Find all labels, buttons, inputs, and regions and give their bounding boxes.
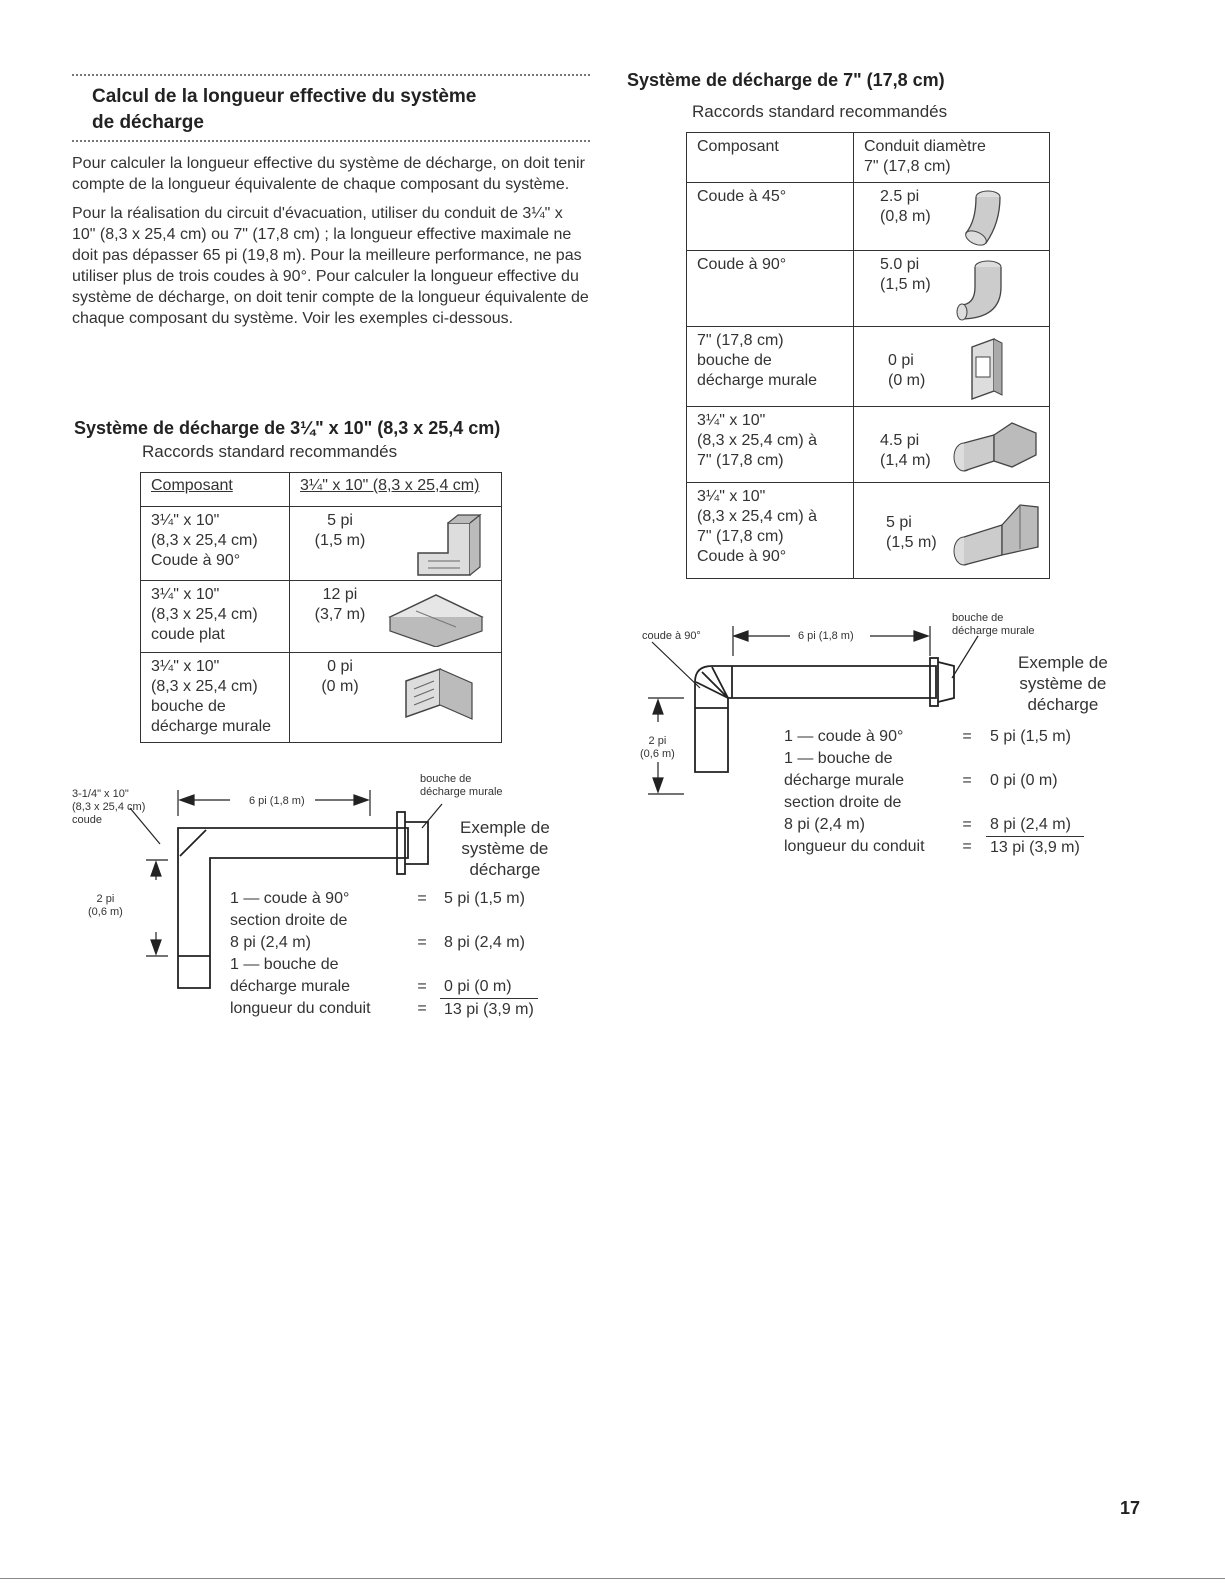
- left-calc-eq-4: =: [417, 1000, 427, 1017]
- table-row: [226, 888, 538, 910]
- right-calc-item-4: longueur du conduit: [784, 838, 925, 855]
- left-component-table: [140, 472, 502, 743]
- table-row: [687, 407, 1050, 483]
- left-cap-label: bouche de décharge murale: [420, 773, 503, 798]
- left-calc-eq-2: =: [417, 934, 427, 951]
- top-divider: [72, 74, 590, 76]
- right-length-label: 6 pi (1,8 m): [795, 630, 857, 643]
- right-calc-item-2: 1 — bouche de décharge murale: [784, 750, 905, 789]
- transition-elbow-icon: [950, 495, 1046, 571]
- left-row3-value: 0 pi (0 m): [321, 658, 359, 695]
- right-calc-item-3: section droite de 8 pi (2,4 m): [784, 794, 902, 833]
- bottom-edge-line: [0, 1578, 1225, 1579]
- left-row3-cell: [290, 653, 502, 743]
- left-elbow-label: 3-1/4" x 10" (8,3 x 25,4 cm) coude: [72, 788, 146, 826]
- left-calc-eq-1: =: [417, 890, 427, 907]
- left-row1-cell: [290, 507, 502, 581]
- right-calc-value-4: 13 pi (3,9 m): [990, 838, 1080, 856]
- table-row: [687, 327, 1050, 407]
- left-row1-component: 3¼" x 10" (8,3 x 25,4 cm) Coude à 90°: [141, 507, 290, 581]
- table-row: [780, 792, 1084, 836]
- right-system-subheading: Raccords standard recommandés: [692, 102, 948, 121]
- right-row2-component: Coude à 90°: [687, 251, 854, 327]
- round-elbow-90-icon: [954, 257, 1014, 323]
- left-system-subheading: Raccords standard recommandés: [142, 442, 398, 461]
- right-calc-item-1: 1 — coude à 90°: [784, 728, 904, 745]
- section-heading-line2: de décharge: [92, 112, 204, 133]
- left-length-label: 6 pi (1,8 m): [246, 795, 308, 808]
- right-component-table: [686, 132, 1050, 579]
- left-row3-component: 3¼" x 10" (8,3 x 25,4 cm) bouche de décharge murale: [141, 653, 290, 743]
- right-row5-value: 5 pi (1,5 m): [886, 514, 937, 551]
- right-example-title: Exemple de système de décharge: [1018, 653, 1108, 714]
- left-calc-item-2: section droite de 8 pi (2,4 m): [230, 912, 348, 951]
- round-elbow-45-icon: [958, 187, 1014, 249]
- left-calc-item-4: longueur du conduit: [230, 1000, 371, 1017]
- table-row: [226, 954, 538, 998]
- intro-paragraph-1: Pour calculer la longueur effective du système de décharge, on doit tenir compte de la longueur équivalente de chaque composant du système.: [72, 155, 585, 193]
- left-system-heading: Système de décharge de 3¼" x 10" (8,3 x 25,4 cm): [74, 418, 501, 438]
- right-row1-cell: [854, 183, 1050, 251]
- left-height-label: 2 pi (0,6 m): [88, 893, 123, 918]
- rect-elbow-90-icon: [408, 513, 488, 579]
- right-calc-value-1: 5 pi (1,5 m): [990, 728, 1071, 745]
- table-row: [226, 910, 538, 954]
- right-calc-value-2: 0 pi (0 m): [990, 772, 1058, 789]
- right-system-heading: Système de décharge de 7" (17,8 cm): [627, 70, 945, 90]
- transition-icon: [950, 415, 1042, 477]
- table-row: [687, 483, 1050, 579]
- table-row: [141, 653, 502, 743]
- right-row3-value: 0 pi (0 m): [888, 352, 926, 389]
- intro-text: [72, 153, 590, 337]
- left-table-header-component: Composant: [141, 473, 290, 507]
- left-calc-value-3: 0 pi (0 m): [440, 954, 538, 998]
- left-table-header-size: 3¼" x 10" (8,3 x 25,4 cm): [290, 473, 502, 507]
- right-cap-label: bouche de décharge murale: [952, 612, 1035, 637]
- table-row: [687, 183, 1050, 251]
- page-number: 17: [1120, 1498, 1141, 1518]
- round-wall-cap-icon: [964, 333, 1010, 401]
- right-table-header-component: Composant: [687, 133, 854, 183]
- table-row: [141, 507, 502, 581]
- left-calc-value-4: 13 pi (3,9 m): [444, 1000, 534, 1018]
- section-heading: [92, 84, 476, 136]
- left-calc-item-1: 1 — coude à 90°: [230, 890, 350, 907]
- left-row2-component: 3¼" x 10" (8,3 x 25,4 cm) coude plat: [141, 581, 290, 653]
- right-row4-cell: [854, 407, 1050, 483]
- table-row: [141, 581, 502, 653]
- right-calc-eq-3: =: [962, 816, 972, 833]
- right-calc-eq-4: =: [962, 838, 972, 855]
- wall-cap-icon: [400, 661, 486, 727]
- right-calc-table: [780, 726, 1084, 859]
- right-row5-component: 3¼" x 10" (8,3 x 25,4 cm) à 7" (17,8 cm) Coude à 90°: [687, 483, 854, 579]
- left-row1-value: 5 pi (1,5 m): [314, 512, 366, 549]
- right-calc-eq-1: =: [962, 728, 972, 745]
- right-calc-value-3: 8 pi (2,4 m): [986, 792, 1084, 836]
- right-row3-component: 7" (17,8 cm) bouche de décharge murale: [687, 327, 854, 407]
- right-row2-cell: [854, 251, 1050, 327]
- left-calc-table: [226, 888, 538, 1021]
- left-example-title: Exemple de système de décharge: [460, 818, 550, 879]
- left-row2-value: 12 pi (3,7 m): [314, 586, 366, 623]
- table-row: [687, 251, 1050, 327]
- right-height-label: 2 pi (0,6 m): [640, 735, 675, 760]
- flat-elbow-icon: [386, 587, 492, 647]
- right-row1-value: 2.5 pi (0,8 m): [880, 188, 931, 225]
- left-calc-value-1: 5 pi (1,5 m): [444, 890, 525, 907]
- right-row1-component: Coude à 45°: [687, 183, 854, 251]
- right-row5-cell: [854, 483, 1050, 579]
- right-elbow-label: coude à 90°: [642, 630, 701, 642]
- right-row4-component: 3¼" x 10" (8,3 x 25,4 cm) à 7" (17,8 cm): [687, 407, 854, 483]
- right-row3-cell: [854, 327, 1050, 407]
- right-row4-value: 4.5 pi (1,4 m): [880, 432, 931, 469]
- left-calc-item-3: 1 — bouche de décharge murale: [230, 956, 351, 995]
- intro-paragraph-2: Pour la réalisation du circuit d'évacuation, utiliser du conduit de 3¼" x 10" (8,3 x 25,4 cm) ou 7" (17,8 cm) ; la longueur effective maximale ne doit pas dépasser 65 pi (19,8 m). Pour la meilleure performance, ne pas utiliser plus de trois coudes à 90°. Pour calculer la longueur effective du système de décharge, on doit tenir compte de la longueur équivalente de chaque composant du système. Voir les exemples ci-dessous.: [72, 205, 589, 327]
- left-row2-cell: [290, 581, 502, 653]
- table-row: [780, 748, 1084, 792]
- left-calc-value-2: 8 pi (2,4 m): [444, 934, 525, 951]
- table-row: [226, 998, 538, 1021]
- right-calc-eq-2: =: [962, 772, 972, 789]
- table-row: [780, 726, 1084, 748]
- right-row2-value: 5.0 pi (1,5 m): [880, 256, 931, 293]
- table-row: [780, 836, 1084, 859]
- right-table-header-diameter: Conduit diamètre 7" (17,8 cm): [854, 133, 1050, 183]
- section-heading-line1: Calcul de la longueur effective du système: [92, 86, 477, 107]
- heading-divider: [72, 140, 590, 142]
- left-calc-eq-3: =: [417, 978, 427, 995]
